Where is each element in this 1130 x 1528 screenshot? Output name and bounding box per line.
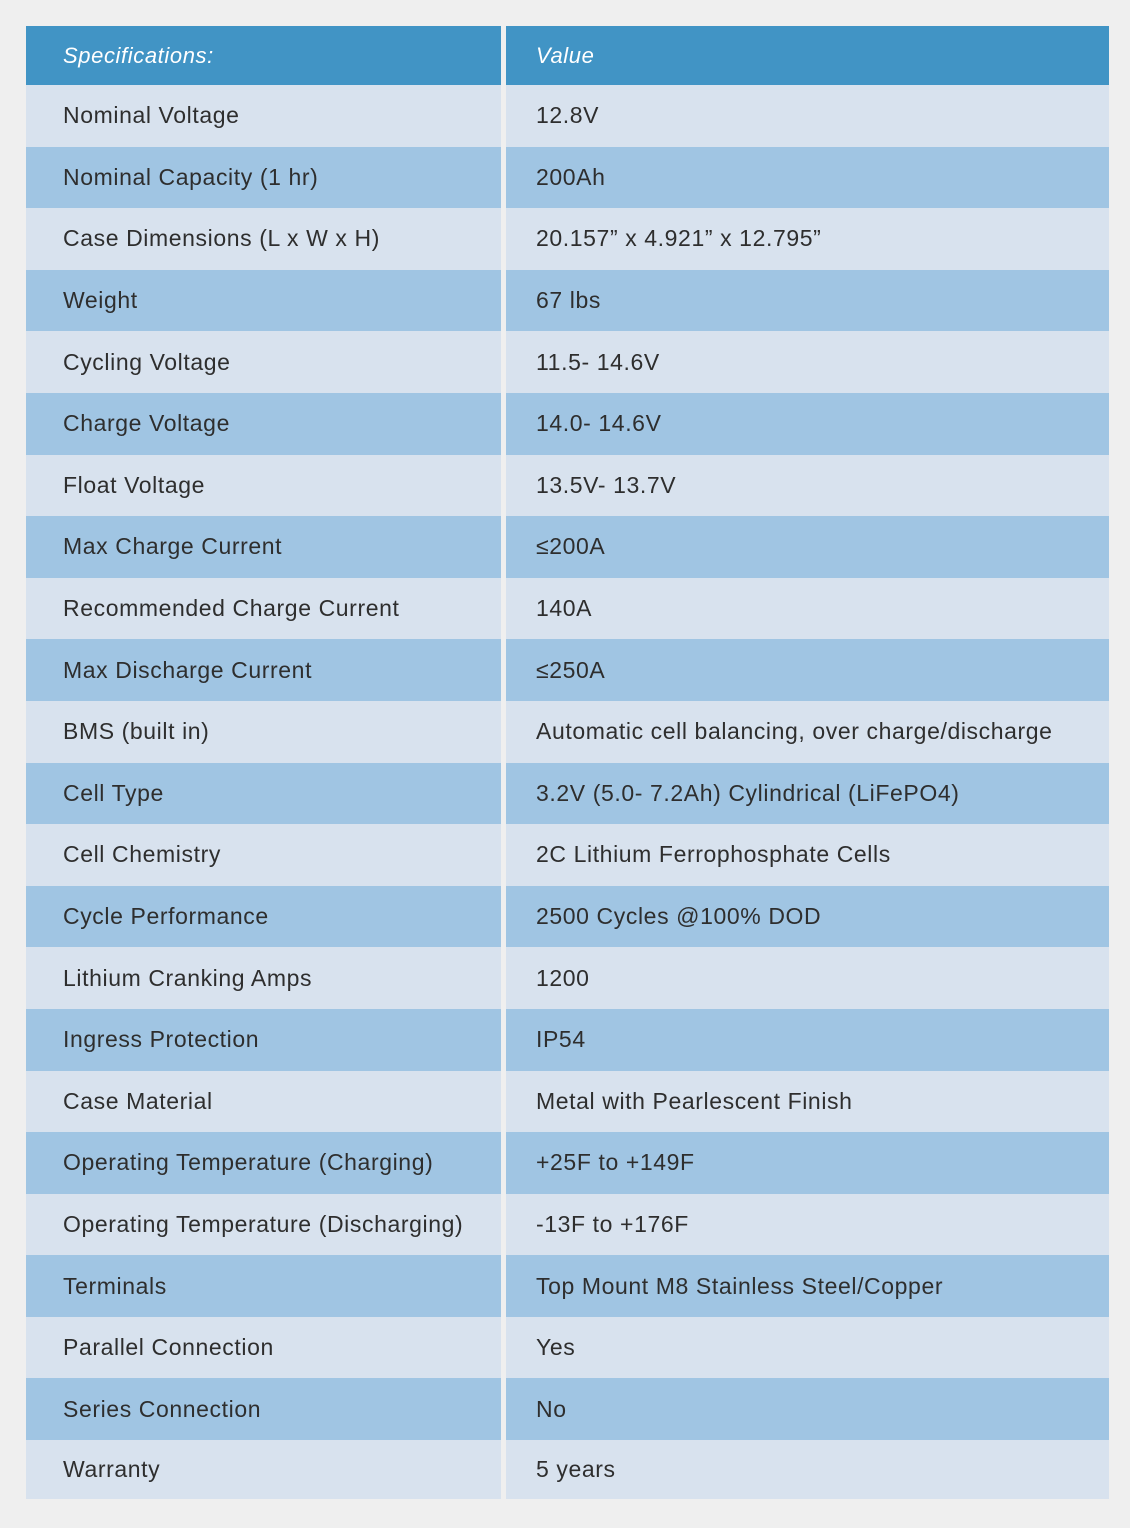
table-row [26,947,1109,1009]
spec-value: 140A [506,578,1109,640]
spec-value: No [506,1378,1109,1440]
table-row [26,1378,1109,1440]
spec-value: 200Ah [506,147,1109,209]
table-row [26,85,1109,147]
spec-value: Yes [506,1317,1109,1379]
spec-value: 13.5V- 13.7V [506,455,1109,517]
spec-value: 1200 [506,947,1109,1009]
value-column-header: Value [506,26,1109,85]
spec-value: 20.157” x 4.921” x 12.795” [506,208,1109,270]
table-row [26,270,1109,332]
spec-value: +25F to +149F [506,1132,1109,1194]
table-row [26,208,1109,270]
spec-value: Metal with Pearlescent Finish [506,1071,1109,1133]
spec-value: ≤200A [506,516,1109,578]
spec-name: Cycle Performance [26,886,501,948]
spec-name: Recommended Charge Current [26,578,501,640]
spec-name: Nominal Capacity (1 hr) [26,147,501,209]
spec-name: BMS (built in) [26,701,501,763]
spec-value: 12.8V [506,85,1109,147]
spec-name: Operating Temperature (Charging) [26,1132,501,1194]
spec-name: Charge Voltage [26,393,501,455]
table-header [26,26,1109,85]
table-row [26,147,1109,209]
spec-value: Automatic cell balancing, over charge/discharge [506,701,1109,763]
table-row [26,639,1109,701]
table-row [26,393,1109,455]
spec-value: 14.0- 14.6V [506,393,1109,455]
table-row [26,1071,1109,1133]
spec-name: Max Charge Current [26,516,501,578]
spec-name: Cycling Voltage [26,331,501,393]
spec-name: Operating Temperature (Discharging) [26,1194,501,1256]
table-row [26,701,1109,763]
spec-name: Case Material [26,1071,501,1133]
table-row [26,1255,1109,1317]
spec-value: 3.2V (5.0- 7.2Ah) Cylindrical (LiFePO4) [506,763,1109,825]
spec-value: Top Mount M8 Stainless Steel/Copper [506,1255,1109,1317]
spec-name: Nominal Voltage [26,85,501,147]
spec-value: 2C Lithium Ferrophosphate Cells [506,824,1109,886]
table-row [26,763,1109,825]
table-row [26,886,1109,948]
table-row [26,455,1109,517]
spec-name: Terminals [26,1255,501,1317]
table-row [26,824,1109,886]
table-row [26,578,1109,640]
spec-value: IP54 [506,1009,1109,1071]
spec-value: 5 years [506,1440,1109,1499]
table-row [26,1440,1109,1499]
spec-value: 67 lbs [506,270,1109,332]
spec-value: ≤250A [506,639,1109,701]
spec-value: 11.5- 14.6V [506,331,1109,393]
table-row [26,1194,1109,1256]
spec-name: Cell Type [26,763,501,825]
table-row [26,331,1109,393]
spec-name: Weight [26,270,501,332]
table-row [26,1317,1109,1379]
spec-value: 2500 Cycles @100% DOD [506,886,1109,948]
spec-table [26,26,1109,1499]
table-row [26,516,1109,578]
table-row [26,1132,1109,1194]
spec-name: Parallel Connection [26,1317,501,1379]
spec-name: Case Dimensions (L x W x H) [26,208,501,270]
spec-column-header: Specifications: [26,26,501,85]
spec-name: Ingress Protection [26,1009,501,1071]
table-row [26,1009,1109,1071]
spec-name: Max Discharge Current [26,639,501,701]
spec-name: Float Voltage [26,455,501,517]
spec-value: -13F to +176F [506,1194,1109,1256]
spec-name: Series Connection [26,1378,501,1440]
spec-name: Cell Chemistry [26,824,501,886]
spec-name: Warranty [26,1440,501,1499]
spec-name: Lithium Cranking Amps [26,947,501,1009]
